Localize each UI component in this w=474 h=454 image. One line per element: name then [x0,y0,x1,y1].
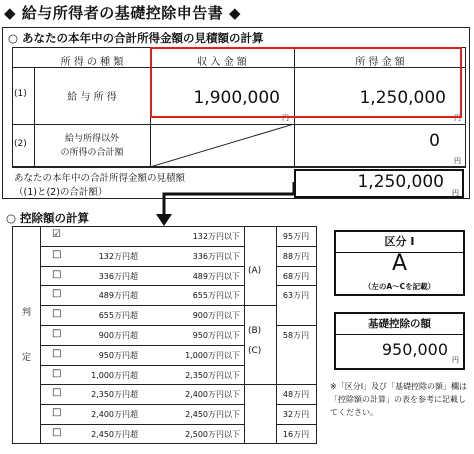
deduction-row [40,365,244,385]
row2-number: (2) [14,139,27,149]
judge-checkbox[interactable]: □ [52,308,62,320]
group-c-label: (C) [248,346,262,356]
deduction-row [40,384,244,404]
deduction-row [40,305,244,325]
kubun-note: （左のA～Cを記載） [363,282,436,291]
judge-checkbox[interactable]: □ [52,347,62,359]
total-amount-value[interactable]: 1,250,000 [357,172,444,192]
deduction-row [40,325,244,345]
col-header-type: 所 得 の 種 類 [60,57,124,68]
row2-amount-unit: 円 [454,157,461,165]
row1-income-value[interactable]: 1,900,000 [193,88,280,108]
deduction-row [40,424,244,444]
range-to: 2,450万円以下 [185,410,240,420]
col-header-income: 収 入 金 額 [197,57,247,68]
deduction-amount: 48万円 [282,390,310,400]
total-label-line1: あなたの本年中の合計所得金額の見積額 [14,173,186,184]
range-from: 2,350万円超 [91,390,138,400]
range-from: 900万円超 [98,331,138,340]
row2-label-line1: 給与所得以外 [64,134,119,144]
range-from: 132万円超 [98,251,138,261]
row1-number: (1) [14,89,27,99]
kiso-header: 基礎控除の額 [336,314,463,335]
kiso-unit: 円 [452,356,459,364]
group-a-label: (A) [248,266,262,276]
range-to: 950万円以下 [192,331,240,340]
row2-label-line2: の所得の合計額 [60,148,124,158]
range-from: 655万円超 [98,311,138,321]
footnote: ※「区分Ⅰ」及び「基礎控除の額」欄は「控除額の計算」の表を参考に記載してください。 [330,382,468,417]
range-from: 2,400万円超 [91,410,138,420]
section1-heading: ○ あなたの本年中の合計所得金額の見積額の計算 [8,31,264,45]
judge-checkbox[interactable]: □ [52,367,62,379]
deduction-amount: 58万円 [282,331,310,340]
deduction-amount: 95万円 [282,232,310,241]
row1-label: 給 与 所 得 [67,92,117,103]
arrow-down [150,182,300,227]
highlight-box [150,47,462,118]
judge-checkbox[interactable]: □ [52,288,62,300]
deduction-row [40,246,244,266]
deduction-amount: 32万円 [282,410,310,420]
judge-checkbox[interactable]: □ [52,407,62,419]
range-to: 489万円以下 [192,271,240,281]
judge-checkbox[interactable]: □ [52,387,62,399]
range-from: 2,450万円超 [91,430,138,439]
range-to: 900万円以下 [192,311,240,321]
range-to: 132万円以下 [192,232,240,241]
judge-checkbox[interactable]: □ [52,248,62,260]
kiso-amount[interactable]: 950,000 [381,340,448,359]
judge-checkbox[interactable]: □ [52,268,62,280]
range-to: 1,000万円以下 [185,350,240,360]
judge-label-1: 判 [22,308,32,318]
row2-amount-value[interactable]: 0 [429,131,440,151]
section2-heading: ○ 控除額の計算 [6,211,90,225]
row1-amount-value[interactable]: 1,250,000 [359,88,446,108]
deduction-row [40,285,244,305]
range-to: 336万円以下 [192,251,240,261]
judge-checkbox[interactable]: □ [52,328,62,339]
deduction-amount: 88万円 [282,251,310,261]
kubun-header: 区分 I [336,232,463,253]
total-label-line2: （(1)と(2)の合計額） [14,187,108,198]
range-from: 336万円超 [98,271,138,281]
range-to: 2,350万円以下 [185,370,240,380]
range-from: 1,000万円超 [91,370,138,380]
col-header-amount: 所 得 金 額 [355,57,405,68]
judge-checkbox[interactable]: □ [52,427,62,438]
range-from: 489万円超 [98,291,138,301]
kubun-value[interactable]: A [391,251,408,276]
row1-amount-unit: 円 [454,114,461,122]
deduction-amount: 16万円 [282,430,310,439]
form-title: ◆ 給与所得者の基礎控除申告書 ◆ [4,4,242,22]
deduction-row [40,404,244,424]
range-from: 950万円超 [98,350,138,360]
range-to: 2,500万円以下 [185,430,240,439]
range-to: 2,400万円以下 [185,390,240,400]
diagonal-slash [150,124,294,167]
deduction-row [40,345,244,365]
judge-label-2: 定 [22,353,32,363]
deduction-row [40,266,244,286]
group-b-label: (B) [248,326,262,336]
deduction-row [40,226,244,246]
range-to: 655万円以下 [192,291,240,301]
total-amount-unit: 円 [452,189,459,197]
deduction-amount: 68万円 [282,271,310,281]
judge-checkbox[interactable]: ☑ [52,229,61,240]
deduction-amount: 63万円 [282,291,310,301]
row1-income-unit: 円 [282,114,289,122]
